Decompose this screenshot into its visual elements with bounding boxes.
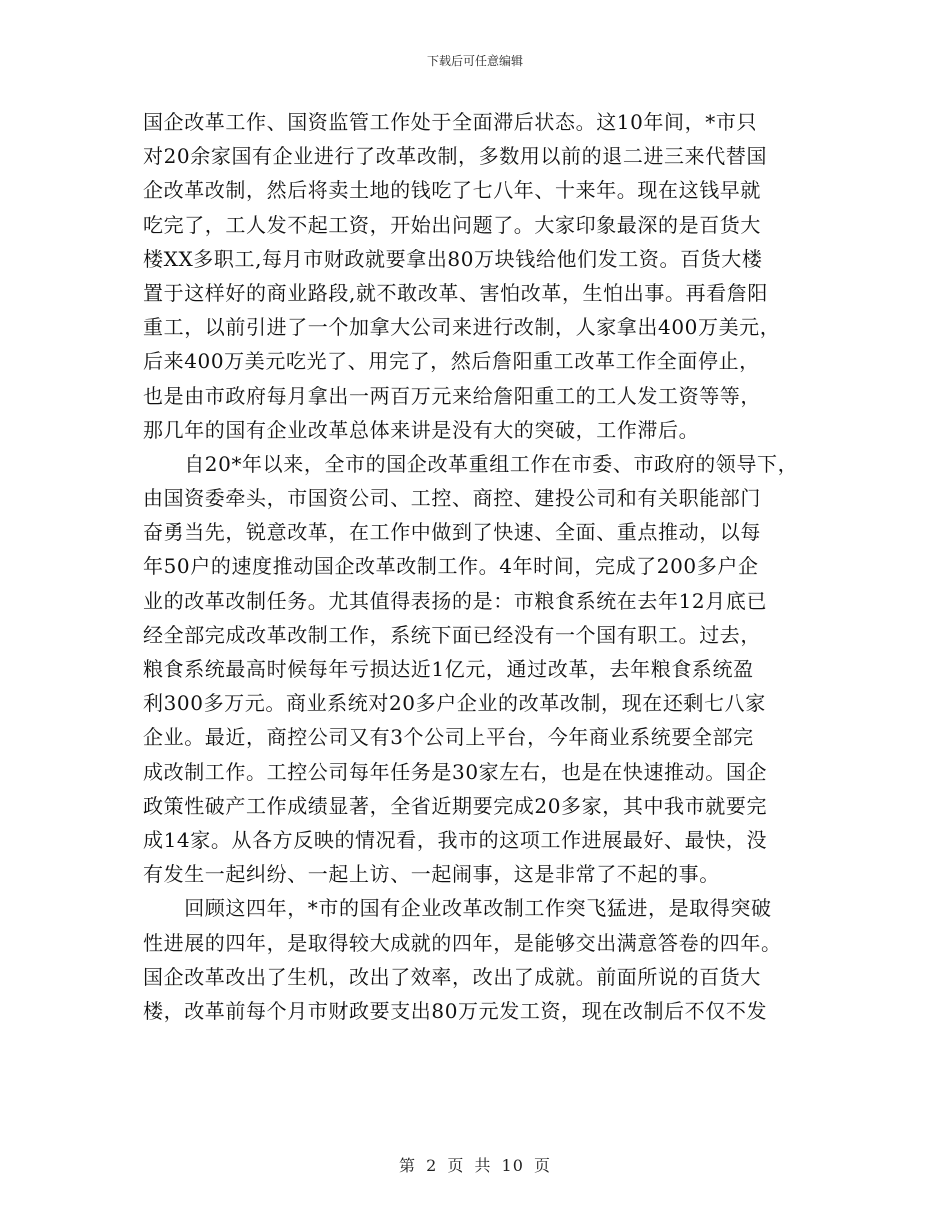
text-line: 置于这样好的商业路段,就不敢改革、害怕改革，生怕出事。再看詹阳	[143, 280, 768, 305]
text-line: 性进展的四年，是取得较大成就的四年，是能够交出满意答卷的四年。	[143, 930, 782, 955]
text-line: 企业。最近，商控公司又有3个公司上平台，今年商业系统要全部完	[143, 725, 754, 750]
text-line: 回顾这四年，*市的国有企业改革改制工作突飞猛进，是取得突破	[143, 896, 772, 921]
text-line: 对20余家国有企业进行了改革改制，多数用以前的退二进三来代替国	[143, 144, 768, 169]
text-line: 成改制工作。工控公司每年任务是30家左右，也是在快速推动。国企	[143, 759, 768, 784]
text-line: 那几年的国有企业改革总体来讲是没有大的突破，工作滞后。	[143, 417, 700, 442]
text-line: 利300多万元。商业系统对20多户企业的改革改制，现在还剩七八家	[143, 691, 766, 716]
page-header: 下载后可任意编辑	[426, 54, 523, 68]
text-line: 有发生一起纠纷、一起上访、一起闹事，这是非常了不起的事。	[143, 862, 720, 887]
text-line: 年50户的速度推动国企改革改制工作。4年时间，完成了200多户企	[143, 554, 759, 579]
text-line: 奋勇当先，锐意改革，在工作中做到了快速、全面、重点推动，以每	[143, 520, 761, 545]
text-line: 后来400万美元吃光了、用完了，然后詹阳重工改革工作全面停止，	[143, 349, 760, 374]
page-number-footer: 第 2 页 共 10 页	[399, 1156, 551, 1175]
text-line: 经全部完成改革改制工作，系统下面已经没有一个国有职工。过去，	[143, 622, 761, 647]
text-line: 由国资委牵头，市国资公司、工控、商控、建投公司和有关职能部门	[143, 486, 761, 511]
text-line: 重工，以前引进了一个加拿大公司来进行改制，人家拿出400万美元，	[143, 315, 781, 340]
text-line: 粮食系统最高时候每年亏损达近1亿元，通过改革，去年粮食系统盈	[143, 657, 754, 681]
text-line: 成14家。从各方反映的情况看，我市的这项工作进展最好、最快，没	[143, 827, 768, 852]
text-line: 也是由市政府每月拿出一两百万元来给詹阳重工的工人发工资等等，	[143, 383, 761, 408]
text-line: 业的改革改制任务。尤其值得表扬的是：市粮食系统在去年12月底已	[143, 588, 768, 613]
text-line: 自20*年以来，全市的国企改革重组工作在市委、市政府的领导下，	[143, 451, 799, 476]
text-line: 楼，改革前每个月市财政要支出80万元发工资，现在改制后不仅不发	[143, 998, 768, 1023]
document-body	[143, 105, 808, 1028]
text-line: 楼XX多职工,每月市财政就要拿出80万块钱给他们发工资。百货大楼	[143, 246, 763, 271]
text-line: 国企改革改出了生机，改出了效率，改出了成就。前面所说的百货大	[143, 964, 761, 989]
text-line: 企改革改制，然后将卖土地的钱吃了七八年、十来年。现在这钱早就	[143, 178, 761, 203]
text-line: 吃完了，工人发不起工资，开始出问题了。大家印象最深的是百货大	[143, 212, 761, 237]
text-line: 国企改革工作、国资监管工作处于全面滞后状态。这10年间，*市只	[143, 110, 758, 134]
text-line: 政策性破产工作成绩显著，全省近期要完成20多家，其中我市就要完	[143, 793, 768, 818]
